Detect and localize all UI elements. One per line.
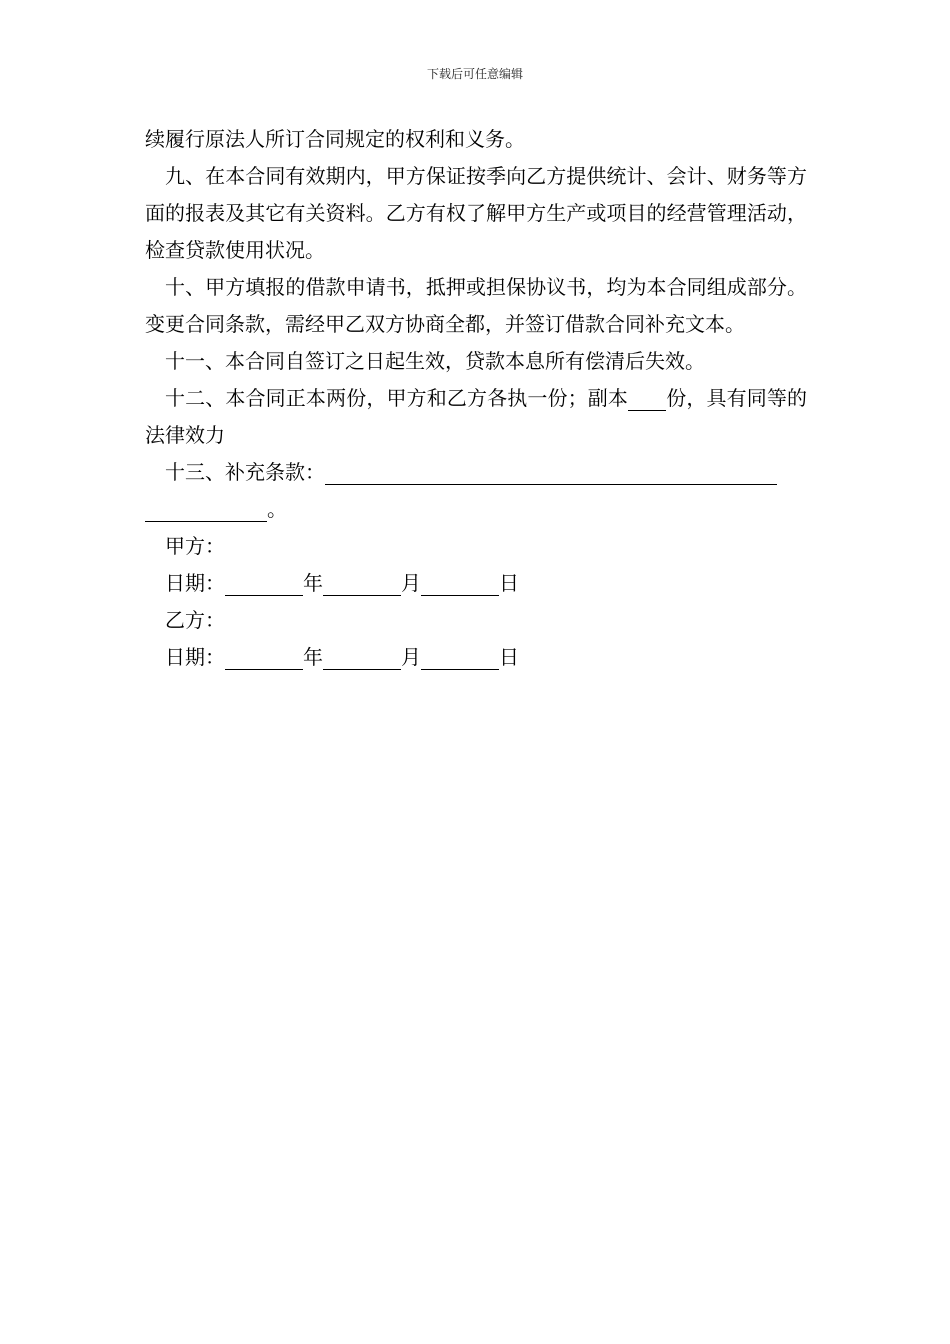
day-label: 日 bbox=[499, 571, 519, 595]
year-label: 年 bbox=[303, 571, 323, 595]
supplementary-terms-blank-continued[interactable] bbox=[145, 497, 267, 522]
party-b-month-blank[interactable] bbox=[323, 645, 401, 670]
party-a-month-blank[interactable] bbox=[323, 571, 401, 596]
clause-continuation: 续履行原法人所订合同规定的权利和义务。 bbox=[145, 127, 525, 151]
month-label: 月 bbox=[401, 645, 421, 669]
clause-13-label: 十三、补充条款： bbox=[165, 460, 325, 484]
document-body bbox=[145, 121, 807, 676]
clause-13 bbox=[145, 454, 807, 491]
supplementary-terms-blank[interactable] bbox=[325, 460, 777, 485]
party-a-day-blank[interactable] bbox=[421, 571, 499, 596]
party-b-date-line bbox=[145, 639, 807, 676]
month-label: 月 bbox=[401, 571, 421, 595]
copies-blank[interactable] bbox=[628, 386, 666, 411]
party-a-label: 甲方： bbox=[165, 534, 225, 558]
clause-12-text-before: 十二、本合同正本两份，甲方和乙方各执一份；副本 bbox=[165, 386, 629, 410]
party-b-label: 乙方： bbox=[165, 608, 225, 632]
clause-10: 十、甲方填报的借款申请书，抵押或担保协议书，均为本合同组成部分。变更合同条款，需经甲乙双方协商全都，并签订借款合同补充文本。 bbox=[145, 275, 807, 336]
clause-9: 九、在本合同有效期内，甲方保证按季向乙方提供统计、会计、财务等方面的报表及其它有关资料。乙方有权了解甲方生产或项目的经营管理活动，检查贷款使用状况。 bbox=[145, 164, 807, 262]
clause-13-end: 。 bbox=[267, 497, 287, 521]
party-b-day-blank[interactable] bbox=[421, 645, 499, 670]
year-label: 年 bbox=[303, 645, 323, 669]
day-label: 日 bbox=[499, 645, 519, 669]
date-label: 日期： bbox=[165, 645, 225, 669]
date-label: 日期： bbox=[165, 571, 225, 595]
party-a-date-line bbox=[145, 565, 807, 602]
party-a-year-blank[interactable] bbox=[225, 571, 303, 596]
clause-12 bbox=[145, 380, 807, 454]
clause-11: 十一、本合同自签订之日起生效，贷款本息所有偿清后失效。 bbox=[165, 349, 705, 373]
clause-12-text-after: 份，具有同等的法律效力 bbox=[145, 386, 808, 447]
page-header: 下载后可任意编辑 bbox=[426, 67, 523, 81]
party-b-year-blank[interactable] bbox=[225, 645, 303, 670]
clause-13-continuation bbox=[145, 491, 807, 528]
